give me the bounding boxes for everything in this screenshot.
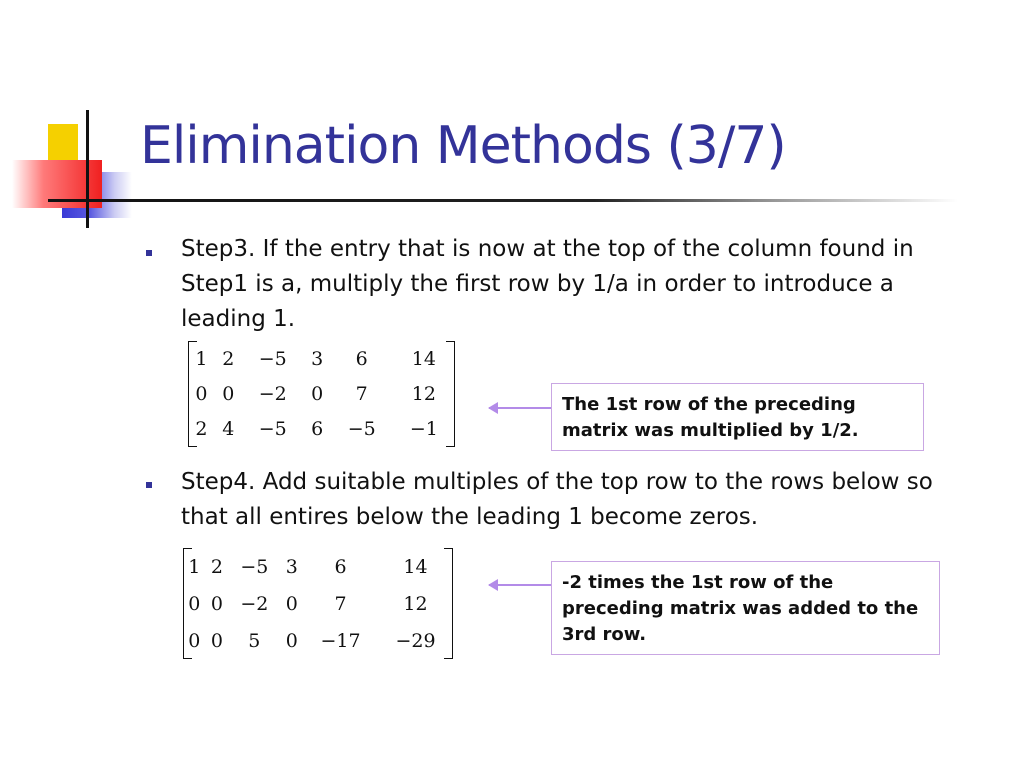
matrix-step4 [183,548,453,659]
matrix-cell: 0 [210,592,223,615]
matrix-cell: −5 [347,418,376,441]
title-underline [48,199,958,202]
matrix-cell: 2 [195,418,208,441]
matrix-cell: 2 [210,555,223,578]
matrix-row [183,622,453,659]
matrix-cell: −2 [258,382,287,405]
matrix-cell: −29 [395,629,436,652]
matrix-cell: 5 [248,629,261,652]
matrix-cell: 2 [222,347,235,370]
matrix-cell: 3 [311,347,324,370]
matrix-cell: 6 [311,418,324,441]
matrix-row [188,341,455,376]
matrix-cell: 1 [195,347,208,370]
matrix-cell: −5 [240,555,269,578]
matrix-cell: 7 [334,592,347,615]
matrix-cell: 12 [403,592,428,615]
matrix-cell: 0 [222,382,235,405]
arrow-icon [489,584,551,586]
matrix-cell: 0 [195,382,208,405]
matrix-row [183,585,453,622]
matrix-cell: 0 [188,629,201,652]
matrix-cell: −5 [258,418,287,441]
matrix-row [188,376,455,411]
matrix-step3 [188,341,455,447]
matrix-cell: 0 [210,629,223,652]
matrix-cell: 0 [285,629,298,652]
matrix-cell: 14 [403,555,428,578]
decorative-vertical-line [86,110,89,228]
matrix-cell: 6 [334,555,347,578]
matrix-cell: −17 [320,629,361,652]
step3-text: Step3. If the entry that is now at the top of the column found in Step1 is a, multiply the first row by 1/a in order to introduce a leading 1. [181,236,914,332]
matrix-row [183,548,453,585]
matrix-cell: 4 [222,418,235,441]
matrix-cell: 0 [311,382,324,405]
matrix-cell: 1 [188,555,201,578]
matrix-cell: 7 [355,382,368,405]
matrix-cell: 14 [411,347,436,370]
bullet-marker [146,482,152,488]
matrix-cell: 0 [188,592,201,615]
bullet-marker [146,250,152,256]
matrix-cell: −5 [258,347,287,370]
matrix-cell: 0 [285,592,298,615]
matrix-cell: −1 [409,418,438,441]
note-step4: -2 times the 1st row of the preceding matrix was added to the 3rd row. [551,561,940,655]
step4-text: Step4. Add suitable multiples of the top row to the rows below so that all entires below the leading 1 become zeros. [181,469,933,530]
matrix-row [188,412,455,447]
matrix-cell: 6 [355,347,368,370]
matrix-cell: 3 [285,555,298,578]
note-step3: The 1st row of the preceding matrix was multiplied by 1/2. [551,383,924,451]
matrix-cell: 12 [411,382,436,405]
matrix-cell: −2 [240,592,269,615]
arrow-icon [489,407,551,409]
slide-title: Elimination Methods (3/7) [140,116,786,176]
